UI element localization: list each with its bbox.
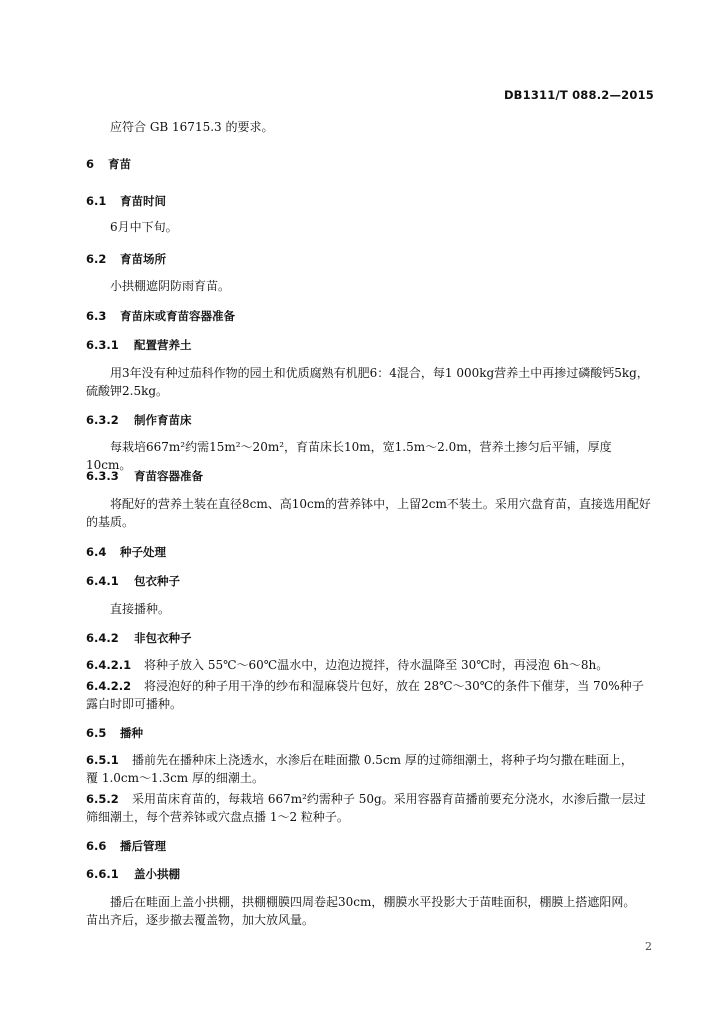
section-title: 育苗床或育苗容器准备 — [120, 309, 235, 323]
clause-text: 将种子放入 55℃～60℃温水中，边泡边搅拌，待水温降至 30℃时，再浸泡 6h～8h。 — [144, 658, 609, 672]
section-heading — [86, 336, 656, 354]
section-heading — [86, 307, 656, 325]
section-number: 6.4 — [86, 545, 107, 559]
paragraph-line: 将配好的营养土装在直径8cm、高10cm的营养钵中，上留2cm不装土。采用穴盘育苗，直接选用配好 — [110, 497, 651, 511]
paragraph-continuation: 硫酸钾2.5kg。 — [86, 384, 169, 398]
paragraph-continuation: 的基质。 — [86, 515, 135, 529]
section-number: 6.3.2 — [86, 413, 119, 427]
numbered-paragraph — [86, 790, 656, 808]
clause-text: 将浸泡好的种子用干净的纱布和湿麻袋片包好，放在 28℃～30℃的条件下催芽，当 70%种子 — [144, 679, 644, 693]
paragraph-continuation: 露白时即可播种。 — [86, 697, 183, 711]
section-title: 育苗 — [108, 157, 131, 171]
section-title: 种子处理 — [120, 545, 166, 559]
section-heading — [86, 724, 656, 742]
section-title: 育苗容器准备 — [134, 469, 203, 483]
paragraph-continuation: 苗出齐后，逐步撤去覆盖物，加大放风量。 — [86, 913, 315, 927]
section-heading — [86, 155, 656, 173]
paragraph-line: 播后在畦面上盖小拱棚，拱棚棚膜四周卷起30cm，棚膜水平投影大于苗畦面积，棚膜上搭遮阳网。 — [110, 895, 636, 909]
clause-number: 6.4.2.1 — [86, 658, 132, 672]
section-number: 6.3 — [86, 309, 107, 323]
section-heading — [86, 837, 656, 855]
clause-number: 6.5.1 — [86, 753, 119, 767]
section-heading — [86, 192, 656, 210]
section-heading — [86, 467, 656, 485]
clause-text: 播前先在播种床上浇透水，水渗后在畦面撒 0.5cm 厚的过筛细潮土，将种子均匀撒在畦面上， — [132, 753, 633, 767]
section-title: 包衣种子 — [134, 574, 180, 588]
standard-code: DB1311/T 088.2—2015 — [503, 88, 654, 102]
section-number: 6.2 — [86, 252, 107, 266]
section-heading — [86, 572, 656, 590]
section-number: 6.6 — [86, 839, 107, 853]
section-heading — [86, 629, 656, 647]
section-number: 6.5 — [86, 726, 107, 740]
numbered-paragraph — [86, 677, 656, 695]
paragraph-line: 小拱棚遮阴防雨育苗。 — [110, 279, 231, 293]
section-title: 播后管理 — [120, 839, 166, 853]
section-number: 6.4.2 — [86, 631, 119, 645]
section-number: 6.3.1 — [86, 338, 119, 352]
section-number: 6 — [86, 157, 95, 171]
paragraph-line: 用3年没有种过茄科作物的园土和优质腐熟有机肥6：4混合，每1 000kg营养土中再掺过磷酸钙5kg， — [110, 366, 649, 380]
section-heading — [86, 865, 656, 883]
section-heading — [86, 411, 656, 429]
section-number: 6.3.3 — [86, 469, 119, 483]
section-title: 育苗时间 — [120, 194, 166, 208]
paragraph-continuation: 覆 1.0cm～1.3cm 厚的细潮土。 — [86, 771, 264, 785]
page-number: 2 — [645, 940, 652, 953]
section-title: 播种 — [120, 726, 143, 740]
section-heading — [86, 250, 656, 268]
section-heading — [86, 543, 656, 561]
section-title: 非包衣种子 — [134, 631, 192, 645]
paragraph-line: 每栽培667m²约需15m²～20m²，育苗床长10m，宽1.5m～2.0m，营养土掺匀后平铺，厚度10cm。 — [86, 440, 612, 472]
numbered-paragraph — [86, 751, 656, 769]
section-number: 6.4.1 — [86, 574, 119, 588]
paragraph-line: 6月中下旬。 — [110, 220, 178, 234]
numbered-paragraph — [86, 656, 656, 674]
section-title: 育苗场所 — [120, 252, 166, 266]
clause-number: 6.5.2 — [86, 792, 119, 806]
paragraph-continuation: 筛细潮土，每个营养钵或穴盘点播 1～2 粒种子。 — [86, 810, 349, 824]
section-number: 6.1 — [86, 194, 107, 208]
section-title: 制作育苗床 — [134, 413, 192, 427]
paragraph-line: 应符合 GB 16715.3 的要求。 — [110, 120, 274, 134]
clause-number: 6.4.2.2 — [86, 679, 132, 693]
clause-text: 采用苗床育苗的，每栽培 667m²约需种子 50g。采用容器育苗播前要充分浇水，水渗后撒一层过 — [132, 792, 646, 806]
section-number: 6.6.1 — [86, 867, 119, 881]
section-title: 盖小拱棚 — [134, 867, 180, 881]
section-title: 配置营养土 — [134, 338, 192, 352]
paragraph-line: 直接播种。 — [110, 602, 171, 616]
